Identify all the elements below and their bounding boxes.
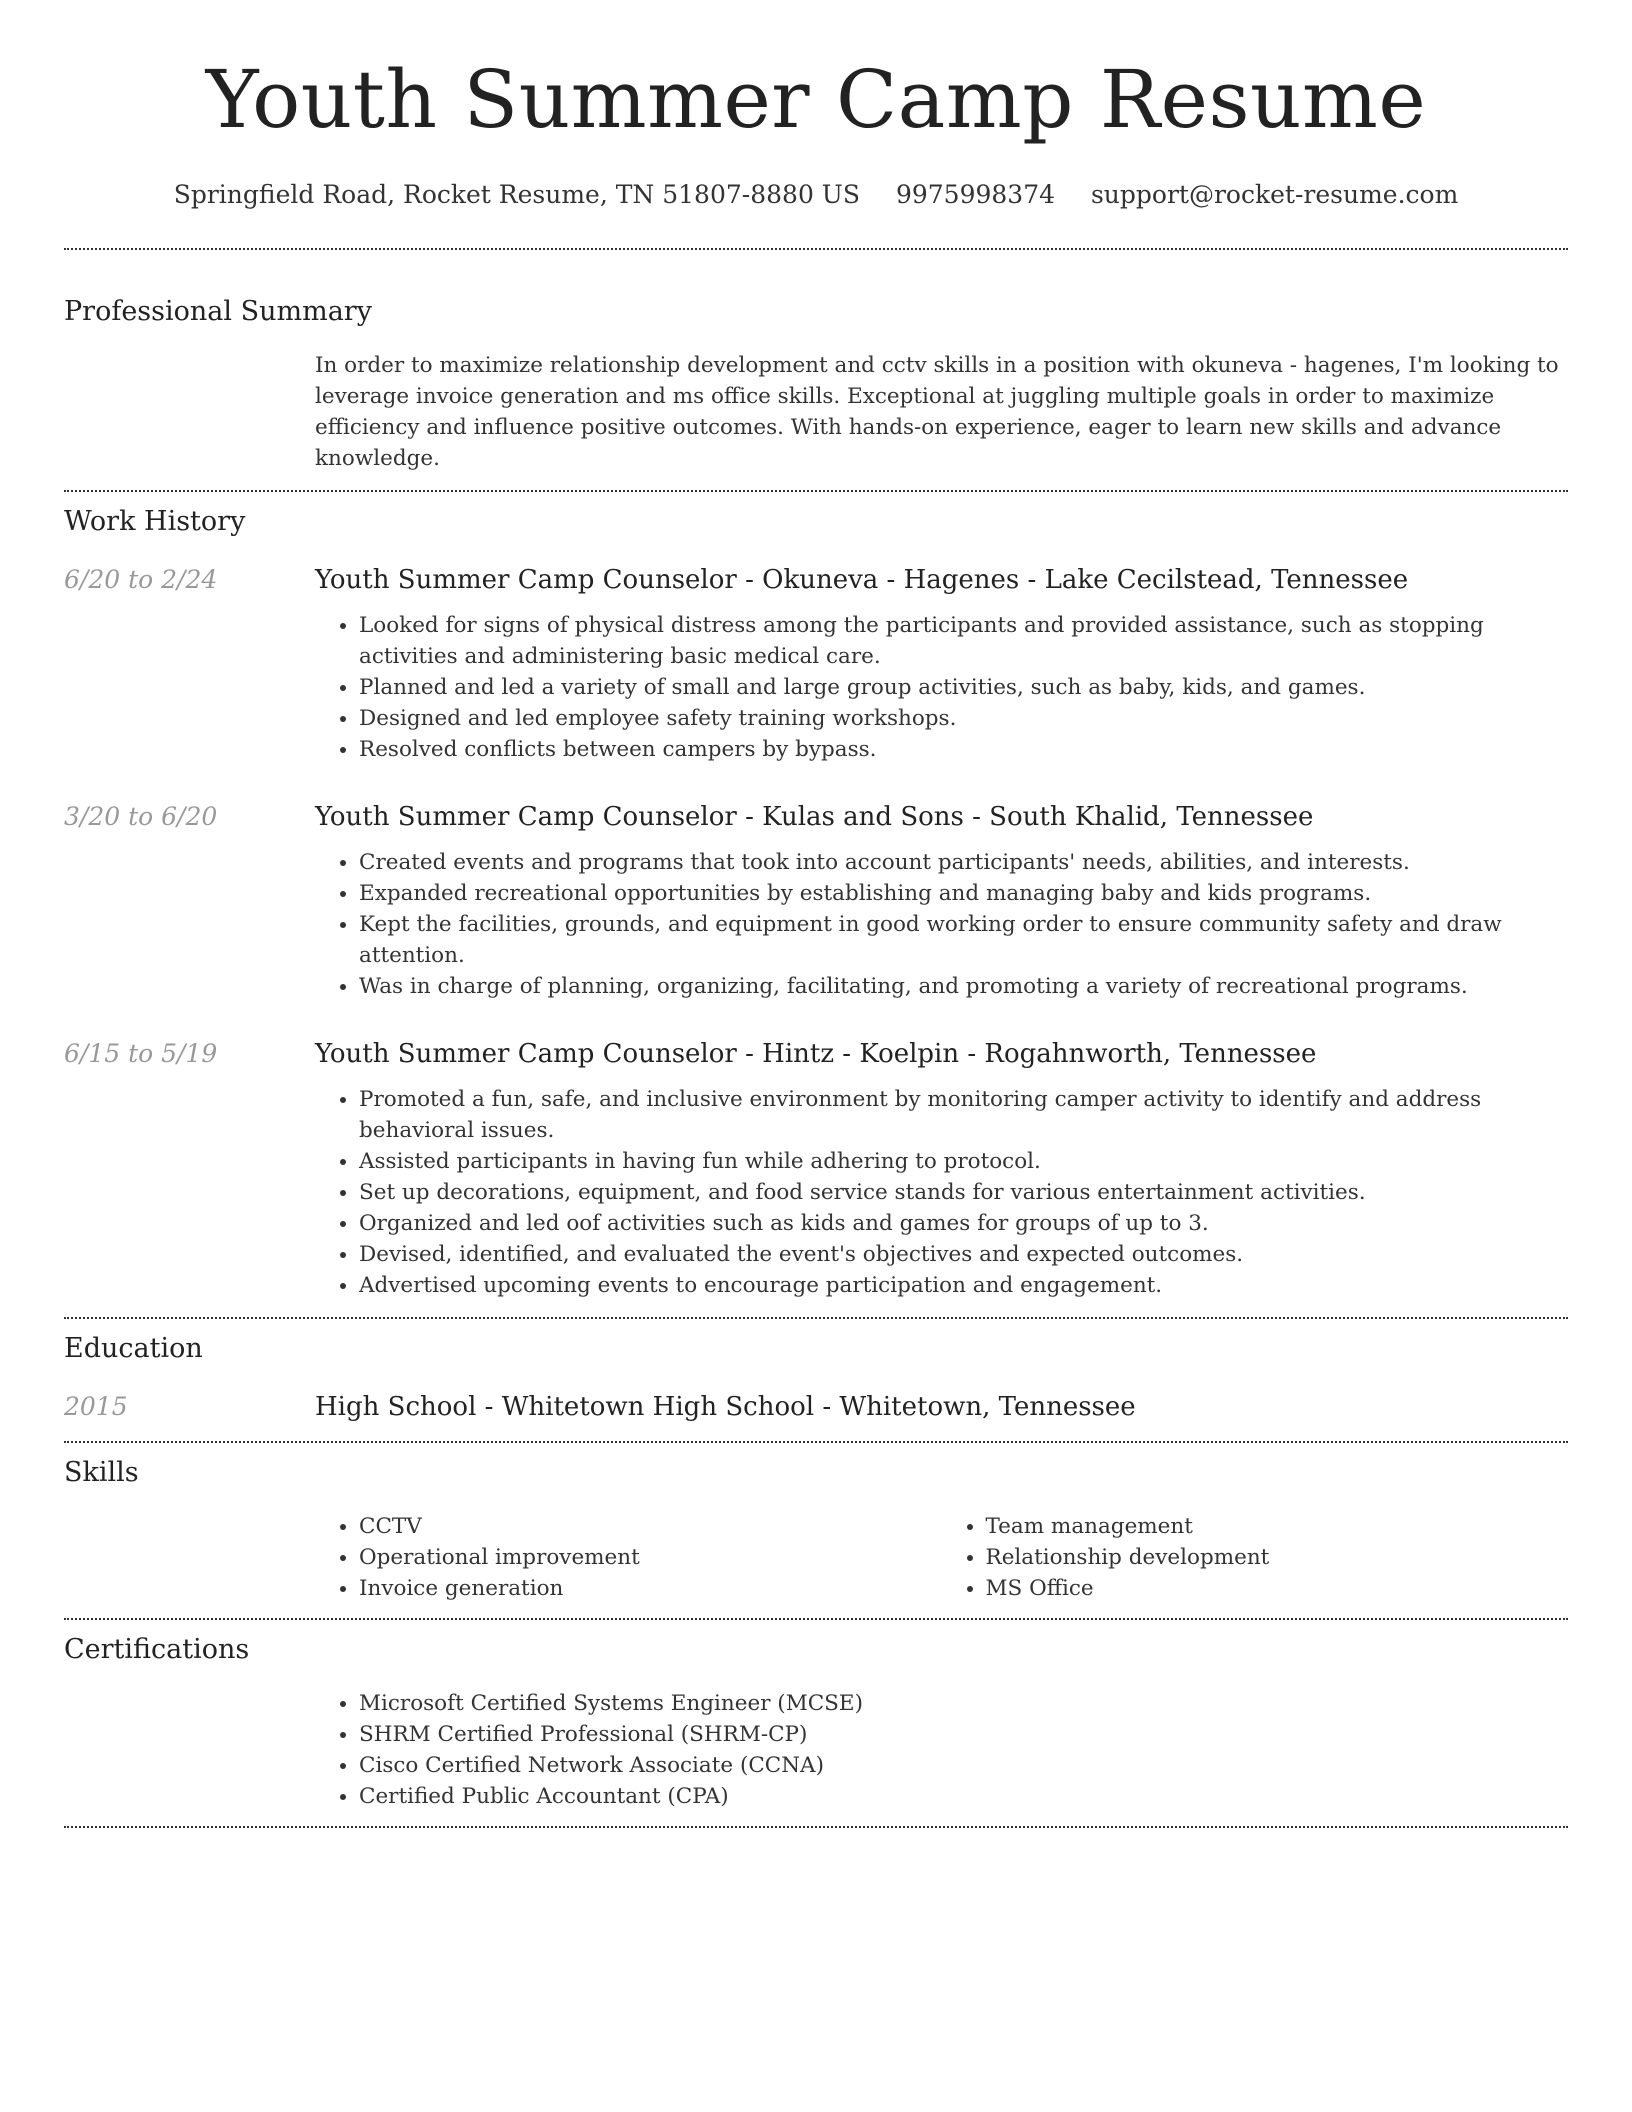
contact-line [64,178,1568,212]
divider [64,1826,1568,1828]
job-bullet: • Designed and led employee safety training workshops. [359,703,1568,734]
job-bullet: • Planned and led a variety of small and large group activities, such as baby, kids, and games. [359,672,1568,703]
job-entry [64,799,1568,1002]
skills-list-left [315,1511,942,1604]
job-bullets [315,847,1568,1002]
job-bullets [315,1084,1568,1301]
job-bullet: • Resolved conflicts between campers by bypass. [359,734,1568,765]
skills-section [64,1455,1568,1604]
job-title: Youth Summer Camp Counselor - Okuneva - Hagenes - Lake Cecilstead, Tennessee [315,565,1409,595]
job-title: Youth Summer Camp Counselor - Hintz - Koelpin - Rogahnworth, Tennessee [315,1039,1317,1069]
job-list [64,562,1568,1301]
skill-item: • Invoice generation [359,1573,942,1604]
job-bullet: • Expanded recreational opportunities by establishing and managing baby and kids programs. [359,878,1568,909]
certifications-list [315,1688,1568,1812]
job-date: 3/20 to 6/20 [64,802,218,831]
job-bullet: • Devised, identified, and evaluated the event's objectives and expected outcomes. [359,1239,1568,1270]
divider [64,1317,1568,1319]
divider [64,248,1568,250]
job-header [64,1036,1568,1072]
skill-item: • Operational improvement [359,1542,942,1573]
job-bullet: • Organized and led oof activities such as kids and games for groups of up to 3. [359,1208,1568,1239]
contact-email: support@rocket-resume.com [1090,180,1459,209]
job-header [64,799,1568,835]
skill-item: • Relationship development [986,1542,1569,1573]
skill-item: • Team management [986,1511,1569,1542]
job-bullets [315,610,1568,765]
job-bullet: • Looked for signs of physical distress among the participants and provided assistance, such as stopping activities and administering basic medical care. [359,610,1568,672]
summary-heading: Professional Summary [64,296,372,327]
summary-text: In order to maximize relationship development and cctv skills in a position with okuneva - hagenes, I'm looking to leverage invoice generation and ms office skills. Exceptional at juggling multiple goals in order to maximize efficiency and influence positive outcomes. With hands-on experience, eager to learn new skills and advance knowledge. [315,353,1559,471]
certifications-section [64,1632,1568,1812]
certification-item: • Certified Public Accountant (CPA) [359,1781,1568,1812]
skills-list-right [942,1511,1569,1604]
job-bullet: • Assisted participants in having fun while adhering to protocol. [359,1146,1568,1177]
job-header [64,562,1568,598]
resume-title: Youth Summer Camp Resume [205,53,1427,146]
certifications-heading: Certifications [64,1634,250,1665]
job-bullet: • Was in charge of planning, organizing, facilitating, and promoting a variety of recreational programs. [359,971,1568,1002]
job-date: 6/15 to 5/19 [64,1039,218,1068]
education-section [64,1331,1568,1425]
job-bullet: • Advertised upcoming events to encourage participation and engagement. [359,1270,1568,1301]
education-date: 2015 [64,1392,128,1421]
skill-item: • CCTV [359,1511,942,1542]
job-bullet: • Created events and programs that took into account participants' needs, abilities, and interests. [359,847,1568,878]
job-details [315,847,1568,1002]
skills-heading: Skills [64,1457,139,1488]
job-entry [64,562,1568,765]
job-bullet: • Promoted a fun, safe, and inclusive environment by monitoring camper activity to identify and address behavioral issues. [359,1084,1568,1146]
certification-item: • Cisco Certified Network Associate (CCNA) [359,1750,1568,1781]
job-bullet: • Kept the facilities, grounds, and equipment in good working order to ensure community safety and draw attention. [359,909,1568,971]
certification-item: • SHRM Certified Professional (SHRM-CP) [359,1719,1568,1750]
education-entry [64,1389,1568,1425]
summary-section [64,294,1568,474]
job-bullet: • Set up decorations, equipment, and food service stands for various entertainment activities. [359,1177,1568,1208]
job-details [315,610,1568,765]
job-title: Youth Summer Camp Counselor - Kulas and Sons - South Khalid, Tennessee [315,802,1314,832]
education-degree: High School - Whitetown High School - Whitetown, Tennessee [315,1392,1136,1422]
resume-header [64,0,1568,212]
contact-phone: 9975998374 [895,180,1056,209]
job-entry [64,1036,1568,1301]
job-date: 6/20 to 2/24 [64,565,218,594]
divider [64,1441,1568,1443]
contact-address: Springfield Road, Rocket Resume, TN 51807-8880 US [173,180,860,209]
certification-item: • Microsoft Certified Systems Engineer (MCSE) [359,1688,1568,1719]
job-details [315,1084,1568,1301]
divider [64,490,1568,492]
certification-items [315,1688,1568,1812]
work-history-section [64,504,1568,1301]
skill-item: • MS Office [986,1573,1569,1604]
work-history-heading: Work History [64,506,246,537]
divider [64,1618,1568,1620]
skills-grid [315,1511,1568,1604]
education-heading: Education [64,1333,203,1364]
